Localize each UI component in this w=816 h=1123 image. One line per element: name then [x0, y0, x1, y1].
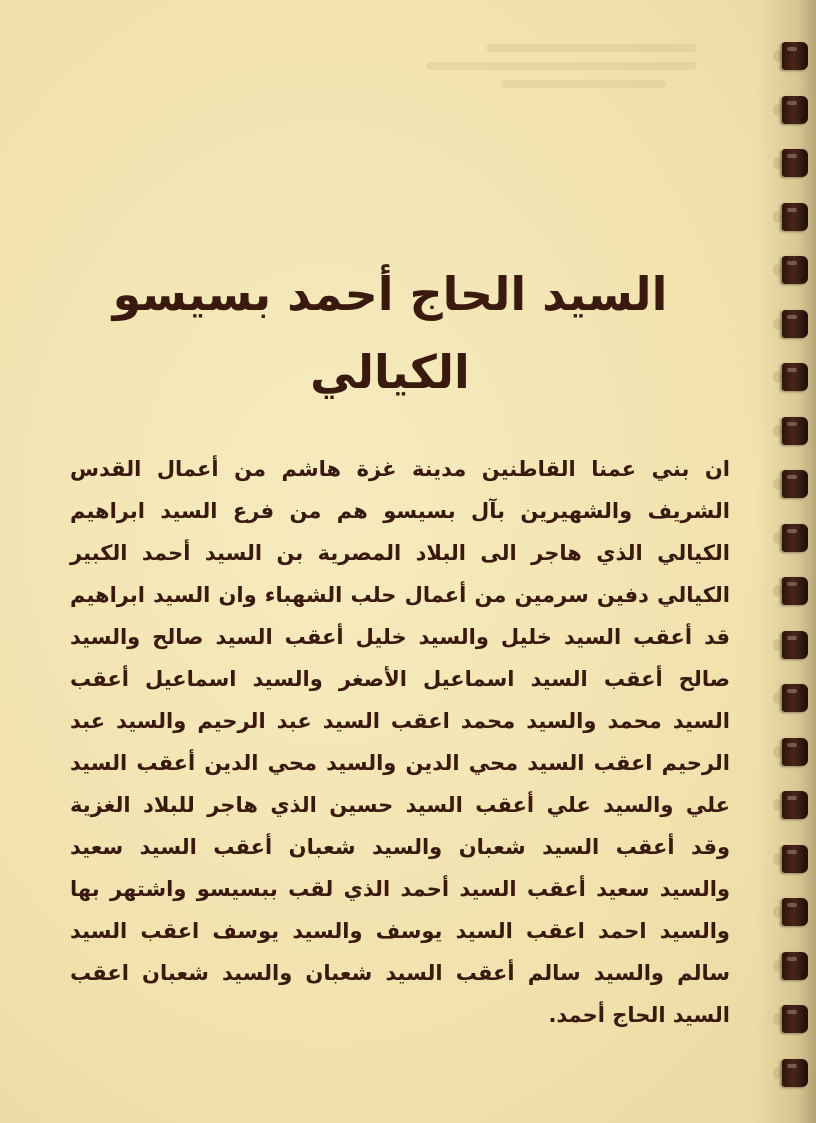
binding-ring: [782, 42, 808, 70]
binding-ring: [782, 524, 808, 552]
binding-ring: [782, 631, 808, 659]
binding-hole: [773, 692, 782, 704]
binding-hole: [773, 425, 782, 437]
binding-hole: [773, 50, 782, 62]
binding-hole: [773, 1067, 782, 1079]
binding-ring: [782, 738, 808, 766]
binding-hole: [773, 371, 782, 383]
binding-ring: [782, 256, 808, 284]
show-through-text: [396, 34, 696, 104]
page-title: [60, 255, 720, 411]
binding-hole: [773, 211, 782, 223]
binding-hole: [773, 1013, 782, 1025]
binding-hole: [773, 478, 782, 490]
binding-ring: [782, 1059, 808, 1087]
binding-hole: [773, 264, 782, 276]
binding-hole: [773, 853, 782, 865]
title-line-1: السيد الحاج أحمد بسيسو: [112, 267, 668, 321]
binding-hole: [773, 585, 782, 597]
binding-ring: [782, 684, 808, 712]
binding-hole: [773, 906, 782, 918]
title-line-2: الكيالي: [310, 345, 470, 399]
binding-hole: [773, 532, 782, 544]
binding-hole: [773, 104, 782, 116]
binding-hole: [773, 157, 782, 169]
binding-ring: [782, 310, 808, 338]
binding-ring: [782, 470, 808, 498]
binding-ring: [782, 1005, 808, 1033]
binding-ring: [782, 898, 808, 926]
binding-hole: [773, 746, 782, 758]
binding-hole: [773, 639, 782, 651]
binding-ring: [782, 363, 808, 391]
binding-ring: [782, 149, 808, 177]
binding-hole: [773, 960, 782, 972]
binding-hole: [773, 318, 782, 330]
binding-ring: [782, 577, 808, 605]
binding-hole: [773, 799, 782, 811]
body-paragraph: ان بني عمنا القاطنين مدينة غزة هاشم من أعمال القدس الشريف والشهيرين بآل بسيسو هم من فرع السيد ابراهيم الكيالي الذي هاجر الى البلاد المصرية بن السيد أحمد الكبير الكيالي دفين سرمين من أعمال حلب الشهباء وان السيد ابراهيم قد أعقب السيد خليل والسيد خليل أعقب السيد صالح والسيد صالح أعقب السيد اسماعيل الأصغر والسيد اسماعيل أعقب السيد محمد والسيد محمد اعقب السيد عبد الرحيم والسيد عبد الرحيم اعقب السيد محي الدين والسيد محي الدين أعقب السيد علي والسيد علي أعقب السيد حسين الذي هاجر للبلاد الغزية وقد أعقب السيد شعبان والسيد شعبان أعقب السيد سعيد والسيد سعيد أعقب السيد أحمد الذي لقب ببسيسو واشتهر بها والسيد احمد اعقب السيد يوسف والسيد يوسف اعقب السيد سالم والسيد سالم أعقب السيد شعبان والسيد شعبان اعقب السيد الحاج أحمد.: [70, 457, 730, 1027]
binding-ring: [782, 96, 808, 124]
binding-ring: [782, 845, 808, 873]
binding-ring: [782, 417, 808, 445]
binding-ring: [782, 203, 808, 231]
spiral-binding: [770, 0, 816, 1123]
binding-ring: [782, 952, 808, 980]
binding-ring: [782, 791, 808, 819]
